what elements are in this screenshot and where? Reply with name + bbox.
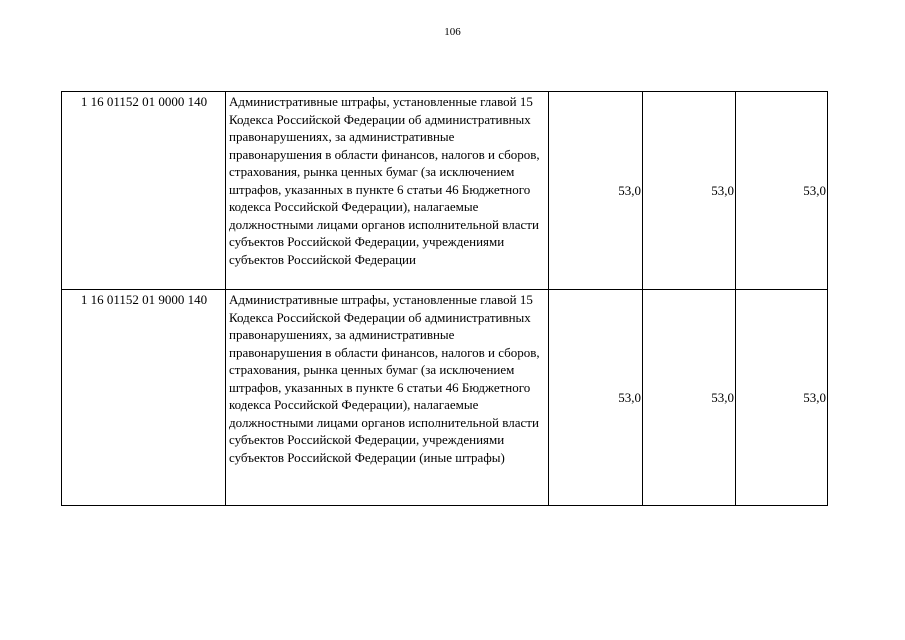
amount-year-2: 53,0 — [643, 92, 736, 290]
budget-table — [61, 91, 828, 506]
amount-year-3: 53,0 — [736, 92, 828, 290]
table-row — [62, 92, 828, 290]
amount-year-3: 53,0 — [736, 290, 828, 506]
table-row — [62, 290, 828, 506]
budget-code: 1 16 01152 01 9000 140 — [62, 290, 226, 506]
amount-year-1: 53,0 — [549, 92, 643, 290]
revenue-description: Административные штрафы, установленные главой 15 Кодекса Российской Федерации об административных правонарушениях, за административные правонарушения в области финансов, налогов и сборов, страхования, рынка ценных бумаг (за исключением штрафов, указанных в пункте 6 статьи 46 Бюджетного кодекса Российской Федерации), налагаемые должностными лицами органов исполнительной власти субъектов Российской Федерации, учреждениями субъектов Российской Федерации (иные штрафы) — [226, 290, 549, 506]
budget-code: 1 16 01152 01 0000 140 — [62, 92, 226, 290]
amount-year-1: 53,0 — [549, 290, 643, 506]
amount-year-2: 53,0 — [643, 290, 736, 506]
page-number: 106 — [444, 26, 461, 38]
revenue-description: Административные штрафы, установленные главой 15 Кодекса Российской Федерации об административных правонарушениях, за административные правонарушения в области финансов, налогов и сборов, страхования, рынка ценных бумаг (за исключением штрафов, указанных в пункте 6 статьи 46 Бюджетного кодекса Российской Федерации), налагаемые должностными лицами органов исполнительной власти субъектов Российской Федерации, учреждениями субъектов Российской Федерации — [226, 92, 549, 290]
